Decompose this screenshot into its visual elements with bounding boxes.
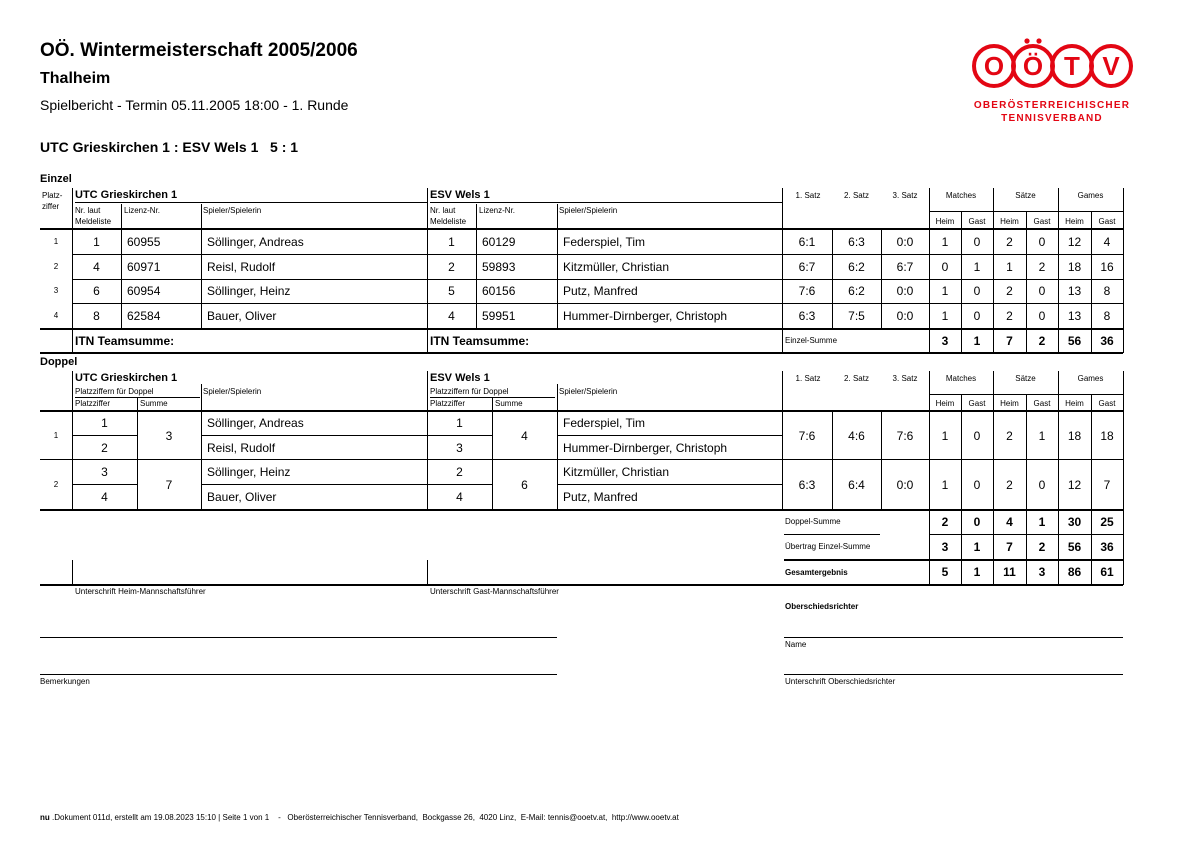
doppel-col-m-heim: Heim (935, 399, 955, 408)
referee-name-label: Name (785, 640, 807, 649)
referee-signature-label: Unterschrift Oberschiedsrichter (785, 677, 896, 686)
carry-games-heim: 56 (1067, 540, 1082, 554)
einzel-matches-gast: 1 (973, 260, 981, 274)
einzel-saetze-gast: 0 (1038, 235, 1046, 249)
einzel-home-player: Söllinger, Andreas (207, 235, 304, 249)
doppel-home-summe: 3 (165, 429, 173, 443)
away-captain-signature-label: Unterschrift Gast-Mannschaftsführer (430, 587, 559, 596)
doppel-section-title: Doppel (40, 356, 78, 368)
doppel-set3: 0:0 (896, 478, 914, 492)
logo-letter-1: O (983, 51, 1005, 81)
einzel-home-nr: 4 (93, 260, 100, 274)
einzel-sum-label: Einzel-Summe (785, 336, 838, 345)
einzel-home-player: Söllinger, Heinz (207, 284, 291, 298)
doppel-col-spieler-away: Spieler/Spielerin (559, 387, 618, 396)
col-g-heim: Heim (1065, 217, 1084, 226)
doppel-col-platzziffer-home: Platzziffer (75, 399, 110, 408)
carry-label: Übertrag Einzel-Summe (785, 542, 871, 551)
doppel-col-pz-away: Platzziffern für Doppel (430, 387, 509, 396)
einzel-platz: 3 (53, 286, 59, 295)
col-home-lizenz: Lizenz-Nr. (124, 206, 161, 215)
total-matches-gast: 1 (973, 565, 981, 579)
doppel-platz: 1 (53, 431, 59, 440)
doppel-matches-gast: 0 (973, 478, 981, 492)
doppel-games-gast: 7 (1103, 478, 1111, 492)
doppel-home-player-2: Reisl, Rudolf (207, 441, 276, 455)
einzel-set3: 0:0 (896, 309, 914, 323)
logo-line-1: OBERÖSTERREICHISCHER (973, 100, 1131, 111)
einzel-away-team: ESV Wels 1 (430, 189, 490, 201)
einzel-away-player: Hummer-Dirnberger, Christoph (563, 309, 728, 323)
doppel-set1: 7:6 (798, 429, 816, 443)
einzel-games-gast: 8 (1103, 309, 1111, 323)
einzel-saetze-heim: 2 (1006, 309, 1013, 323)
doppel-sum-matches-heim: 2 (941, 515, 949, 529)
logo-letter-4: V (1102, 51, 1120, 81)
footer-text: .Dokument 011d, erstellt am 19.08.2023 15:10 | Seite 1 von 1 - Oberösterreichischer Tennisverband, Bockgasse 26, 4020 Linz, E-Mail: tennis@ooetv.at, http://www.ooetv.at (49, 813, 679, 822)
einzel-home-nr: 6 (93, 284, 100, 298)
report-subtitle: Spielbericht - Termin 05.11.2005 18:00 - 1. Runde (40, 97, 349, 113)
einzel-set2: 6:2 (848, 284, 865, 298)
footer (40, 813, 679, 822)
ooetv-logo (968, 38, 1136, 130)
remarks-label: Bemerkungen (40, 677, 90, 686)
col-set2: 2. Satz (844, 191, 869, 200)
match-result: UTC Grieskirchen 1 : ESV Wels 1 5 : 1 (40, 139, 299, 155)
doppel-home-player-2: Bauer, Oliver (207, 490, 277, 504)
einzel-home-nr: 8 (93, 309, 100, 323)
col-m-heim: Heim (935, 217, 955, 226)
doppel-col-g-gast: Gast (1098, 399, 1116, 408)
itn-home-label: ITN Teamsumme: (75, 334, 175, 348)
einzel-section-title: Einzel (40, 173, 72, 185)
einzel-home-team: UTC Grieskirchen 1 (75, 189, 178, 201)
doppel-col-set2: 2. Satz (844, 374, 869, 383)
doppel-saetze-gast: 0 (1038, 478, 1046, 492)
doppel-games-heim: 12 (1067, 478, 1082, 492)
doppel-home-pz-1: 3 (101, 465, 108, 479)
doppel-sum-saetze-gast: 1 (1038, 515, 1046, 529)
col-s-heim: Heim (1000, 217, 1019, 226)
einzel-games-gast: 8 (1103, 284, 1111, 298)
einzel-home-lizenz: 60954 (127, 284, 161, 298)
einzel-away-nr: 1 (448, 235, 455, 249)
einzel-home-lizenz: 60955 (127, 235, 161, 249)
doppel-col-matches: Matches (945, 374, 977, 383)
doppel-away-player-1: Kitzmüller, Christian (563, 465, 670, 479)
einzel-home-lizenz: 62584 (127, 309, 161, 323)
referee-signature-line (784, 674, 1123, 675)
einzel-away-lizenz: 59951 (482, 309, 516, 323)
einzel-games-heim: 13 (1067, 309, 1082, 323)
einzel-set2: 6:3 (848, 235, 865, 249)
einzel-set3: 0:0 (896, 284, 914, 298)
doppel-sum-games-heim: 30 (1067, 515, 1082, 529)
einzel-saetze-gast: 0 (1038, 309, 1046, 323)
logo-letters-graphic (968, 38, 1136, 98)
referee-heading: Oberschiedsrichter (785, 602, 859, 611)
einzel-away-lizenz: 60156 (482, 284, 516, 298)
doppel-away-pz-2: 3 (456, 441, 463, 455)
doppel-set1: 6:3 (798, 478, 816, 492)
einzel-set2: 7:5 (848, 309, 865, 323)
doppel-col-summe-home: Summe (140, 399, 168, 408)
einzel-games-heim: 12 (1067, 235, 1082, 249)
einzel-away-lizenz: 60129 (482, 235, 516, 249)
doppel-away-pz-1: 2 (456, 465, 463, 479)
doppel-col-s-gast: Gast (1033, 399, 1051, 408)
doppel-sum-label: Doppel-Summe (785, 517, 841, 526)
einzel-matches-heim: 0 (941, 260, 949, 274)
itn-away-label: ITN Teamsumme: (430, 334, 530, 348)
col-saetze: Sätze (1015, 191, 1036, 200)
total-saetze-gast: 3 (1038, 565, 1046, 579)
col-m-gast: Gast (968, 217, 986, 226)
doppel-home-player-1: Söllinger, Andreas (207, 416, 304, 430)
referee-name-line (784, 637, 1123, 638)
col-away-nr-1: Nr. laut (430, 206, 456, 215)
einzel-away-lizenz: 59893 (482, 260, 516, 274)
einzel-set2: 6:2 (848, 260, 865, 274)
doppel-col-m-gast: Gast (968, 399, 986, 408)
einzel-set1: 6:3 (798, 309, 816, 323)
signature-line-1 (40, 637, 557, 638)
einzel-games-gast: 16 (1100, 260, 1114, 274)
doppel-away-summe: 6 (521, 478, 528, 492)
einzel-sum-saetze-gast: 2 (1038, 334, 1046, 348)
col-away-spieler: Spieler/Spielerin (559, 206, 618, 215)
col-g-gast: Gast (1098, 217, 1116, 226)
doppel-col-saetze: Sätze (1015, 374, 1036, 383)
col-games: Games (1077, 191, 1104, 200)
doppel-platz: 2 (53, 480, 59, 489)
col-away-lizenz: Lizenz-Nr. (479, 206, 516, 215)
einzel-away-nr: 2 (448, 260, 455, 274)
total-games-gast: 61 (1100, 565, 1114, 579)
total-games-heim: 86 (1067, 565, 1082, 579)
carry-saetze-gast: 2 (1038, 540, 1046, 554)
einzel-games-gast: 4 (1103, 235, 1111, 249)
doppel-col-g-heim: Heim (1065, 399, 1084, 408)
doppel-matches-heim: 1 (941, 478, 949, 492)
einzel-platz: 1 (53, 237, 59, 246)
einzel-sum-games-heim: 56 (1067, 334, 1082, 348)
carry-matches-gast: 1 (973, 540, 981, 554)
doppel-col-pz-home: Platzziffern für Doppel (75, 387, 154, 396)
total-label: Gesamtergebnis (785, 568, 848, 577)
doppel-away-player-2: Putz, Manfred (563, 490, 638, 504)
doppel-away-summe: 4 (521, 429, 528, 443)
einzel-saetze-heim: 2 (1006, 235, 1013, 249)
doppel-away-player-2: Hummer-Dirnberger, Christoph (563, 441, 728, 455)
einzel-matches-gast: 0 (973, 309, 981, 323)
venue: Thalheim (40, 70, 111, 87)
einzel-sum-games-gast: 36 (1100, 334, 1114, 348)
einzel-home-player: Reisl, Rudolf (207, 260, 276, 274)
einzel-set1: 6:1 (798, 235, 816, 249)
col-home-spieler: Spieler/Spielerin (203, 206, 262, 215)
doppel-saetze-heim: 2 (1006, 478, 1013, 492)
doppel-home-player-1: Söllinger, Heinz (207, 465, 291, 479)
einzel-matches-heim: 1 (941, 284, 949, 298)
doppel-col-set1: 1. Satz (795, 374, 821, 383)
einzel-sum-matches-heim: 3 (941, 334, 949, 348)
col-set3: 3. Satz (892, 191, 918, 200)
col-home-nr-1: Nr. laut (75, 206, 101, 215)
carry-games-gast: 36 (1100, 540, 1114, 554)
doppel-home-summe: 7 (165, 478, 173, 492)
total-saetze-heim: 11 (1003, 565, 1016, 579)
doppel-away-pz-2: 4 (456, 490, 463, 504)
einzel-set3: 6:7 (896, 260, 914, 274)
einzel-matches-heim: 1 (941, 235, 949, 249)
einzel-sum-matches-gast: 1 (973, 334, 981, 348)
einzel-set1: 6:7 (798, 260, 816, 274)
einzel-away-nr: 4 (448, 309, 455, 323)
page-title: OÖ. Wintermeisterschaft 2005/2006 (40, 40, 358, 61)
total-matches-heim: 5 (941, 565, 949, 579)
doppel-home-team: UTC Grieskirchen 1 (75, 372, 178, 384)
doppel-col-summe-away: Summe (495, 399, 523, 408)
einzel-games-heim: 18 (1067, 260, 1082, 274)
einzel-set1: 7:6 (798, 284, 816, 298)
einzel-platz: 2 (53, 262, 59, 271)
doppel-away-player-1: Federspiel, Tim (563, 416, 646, 430)
col-set1: 1. Satz (795, 191, 821, 200)
doppel-home-pz-2: 2 (101, 441, 108, 455)
einzel-matches-gast: 0 (973, 284, 981, 298)
einzel-matches-heim: 1 (941, 309, 949, 323)
doppel-set3: 7:6 (896, 429, 914, 443)
doppel-sum-games-gast: 25 (1100, 515, 1114, 529)
logo-letter-3: T (1064, 51, 1080, 81)
col-platz-2: ziffer (42, 202, 60, 211)
doppel-col-spieler-home: Spieler/Spielerin (203, 387, 262, 396)
doppel-matches-gast: 0 (973, 429, 981, 443)
doppel-col-s-heim: Heim (1000, 399, 1019, 408)
col-platz-1: Platz- (42, 191, 63, 200)
einzel-saetze-heim: 1 (1006, 260, 1013, 274)
einzel-away-player: Kitzmüller, Christian (563, 260, 670, 274)
doppel-games-heim: 18 (1067, 429, 1082, 443)
doppel-saetze-gast: 1 (1038, 429, 1046, 443)
col-matches: Matches (945, 191, 977, 200)
einzel-saetze-heim: 2 (1006, 284, 1013, 298)
einzel-games-heim: 13 (1067, 284, 1082, 298)
doppel-col-platzziffer-away: Platzziffer (430, 399, 465, 408)
remarks-line (40, 674, 557, 675)
doppel-saetze-heim: 2 (1006, 429, 1013, 443)
einzel-home-lizenz: 60971 (127, 260, 161, 274)
doppel-away-pz-1: 1 (456, 416, 463, 430)
carry-saetze-heim: 7 (1006, 540, 1013, 554)
doppel-sum-matches-gast: 0 (973, 515, 981, 529)
carry-matches-heim: 3 (941, 540, 949, 554)
einzel-saetze-gast: 0 (1038, 284, 1046, 298)
doppel-games-gast: 18 (1100, 429, 1114, 443)
einzel-set3: 0:0 (896, 235, 914, 249)
logo-letter-2: Ö (1022, 51, 1044, 81)
col-home-nr-2: Meldeliste (75, 217, 112, 226)
einzel-platz: 4 (53, 311, 59, 320)
col-s-gast: Gast (1033, 217, 1051, 226)
einzel-away-player: Federspiel, Tim (563, 235, 646, 249)
doppel-home-pz-1: 1 (101, 416, 108, 430)
einzel-home-nr: 1 (93, 235, 100, 249)
einzel-sum-saetze-heim: 7 (1006, 334, 1013, 348)
einzel-away-player: Putz, Manfred (563, 284, 638, 298)
doppel-sum-saetze-heim: 4 (1006, 515, 1013, 529)
doppel-set2: 4:6 (848, 429, 865, 443)
doppel-col-set3: 3. Satz (892, 374, 918, 383)
col-away-nr-2: Meldeliste (430, 217, 467, 226)
doppel-away-team: ESV Wels 1 (430, 372, 490, 384)
doppel-home-pz-2: 4 (101, 490, 108, 504)
home-captain-signature-label: Unterschrift Heim-Mannschaftsführer (75, 587, 206, 596)
einzel-home-player: Bauer, Oliver (207, 309, 277, 323)
einzel-saetze-gast: 2 (1038, 260, 1046, 274)
logo-line-2: TENNISVERBAND (1001, 113, 1103, 124)
doppel-set2: 6:4 (848, 478, 865, 492)
footer-brand: nu (40, 813, 50, 822)
einzel-away-nr: 5 (448, 284, 455, 298)
doppel-col-games: Games (1077, 374, 1104, 383)
doppel-matches-heim: 1 (941, 429, 949, 443)
einzel-matches-gast: 0 (973, 235, 981, 249)
